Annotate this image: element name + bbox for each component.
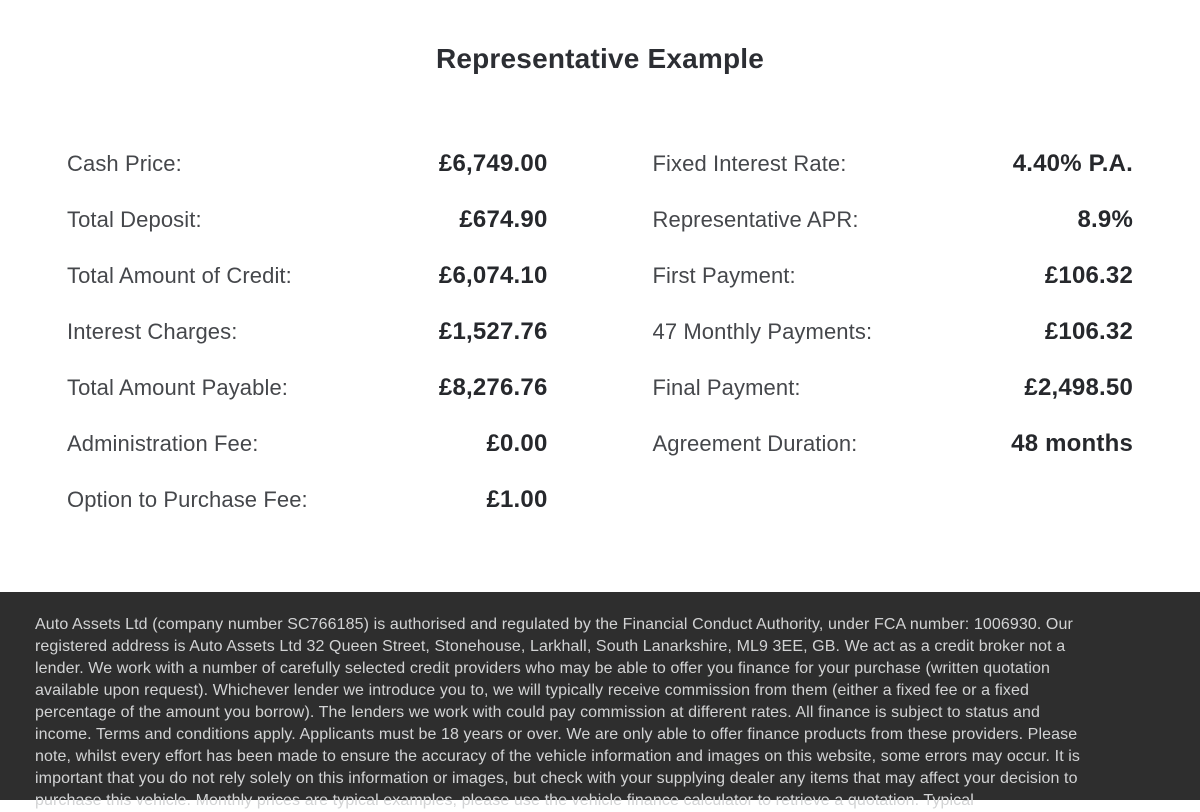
finance-row-final-payment (653, 360, 1134, 416)
finance-value: £674.90 (459, 206, 548, 233)
finance-label: 47 Monthly Payments: (652, 319, 873, 344)
legal-disclaimer-line: available upon request). Whichever lender we introduce you to, we will typically receive commission from them (either a fixed fee or a fixed (35, 682, 1029, 699)
finance-label: Administration Fee: (67, 431, 259, 456)
finance-row-representative-apr (653, 192, 1134, 248)
finance-row-option-to-purchase-fee (67, 472, 548, 528)
finance-table-left-column (67, 136, 548, 528)
finance-value: £1,527.76 (438, 318, 548, 345)
finance-table (67, 136, 1133, 528)
finance-row-total-deposit (67, 192, 548, 248)
finance-label: Interest Charges: (67, 319, 238, 344)
finance-label: Total Deposit: (67, 207, 202, 232)
finance-row-administration-fee (67, 416, 548, 472)
legal-disclaimer-line: registered address is Auto Assets Ltd 32 Queen Street, Stonehouse, Larkhall, South Lanarkshire, ML9 3EE, GB. We act as a credit broker not a (35, 638, 1066, 655)
finance-row-fixed-interest-rate (653, 136, 1134, 192)
finance-value: £2,498.50 (1024, 374, 1133, 401)
finance-label: Total Amount Payable: (67, 375, 289, 400)
finance-label: Total Amount of Credit: (67, 263, 292, 288)
finance-label: Final Payment: (652, 375, 801, 400)
finance-label: Fixed Interest Rate: (652, 151, 847, 176)
legal-disclaimer-line: important that you do not rely solely on this information or images, but check with your supplying dealer any items that may affect your decision to (35, 770, 1078, 787)
finance-label: First Payment: (652, 263, 796, 288)
legal-disclaimer-line: Auto Assets Ltd (company number SC766185) is authorised and regulated by the Financial Conduct Authority, under FCA number: 1006930. Our (35, 616, 1073, 633)
legal-disclaimer-line: income. Terms and conditions apply. Applicants must be 18 years or over. We are only able to offer finance products from these providers. Please (35, 726, 1078, 743)
finance-label: Cash Price: (67, 151, 182, 176)
finance-label: Representative APR: (652, 207, 859, 232)
finance-row-total-amount-payable (67, 360, 548, 416)
finance-value: £6,749.00 (438, 150, 548, 177)
legal-disclaimer-line: purchase this vehicle. Monthly prices are typical examples, please use the vehicle finance calculator to retrieve a quotation. Typical (35, 792, 974, 809)
legal-disclaimer-line: percentage of the amount you borrow). The lenders we work with could pay commission at different rates. All finance is subject to status and (35, 704, 1041, 721)
finance-value: £106.32 (1044, 318, 1133, 345)
finance-row-total-amount-of-credit (67, 248, 548, 304)
page-title: Representative Example (435, 43, 765, 74)
legal-disclaimer-line: lender. We work with a number of carefully selected credit providers who may be able to offer you finance for your purchase (written quotation (35, 660, 1051, 677)
legal-disclaimer-line: note, whilst every effort has been made to ensure the accuracy of the vehicle information and images on this website, some errors may occur. It is (35, 748, 1081, 765)
legal-disclaimer-footer (0, 592, 1200, 809)
finance-row-agreement-duration (653, 416, 1134, 472)
finance-value: £1.00 (486, 486, 548, 513)
finance-row-cash-price (67, 136, 548, 192)
finance-label: Option to Purchase Fee: (67, 487, 308, 512)
finance-value: 4.40% P.A. (1012, 150, 1133, 177)
finance-value: 48 months (1011, 430, 1133, 457)
finance-row-monthly-payments (653, 304, 1134, 360)
finance-row-interest-charges (67, 304, 548, 360)
finance-value: £0.00 (486, 430, 548, 457)
finance-value: £8,276.76 (438, 374, 548, 401)
finance-row-first-payment (653, 248, 1134, 304)
finance-value: £106.32 (1044, 262, 1133, 289)
finance-label: Agreement Duration: (652, 431, 858, 456)
finance-value: £6,074.10 (438, 262, 548, 289)
finance-table-right-column (653, 136, 1134, 528)
finance-value: 8.9% (1077, 206, 1133, 233)
